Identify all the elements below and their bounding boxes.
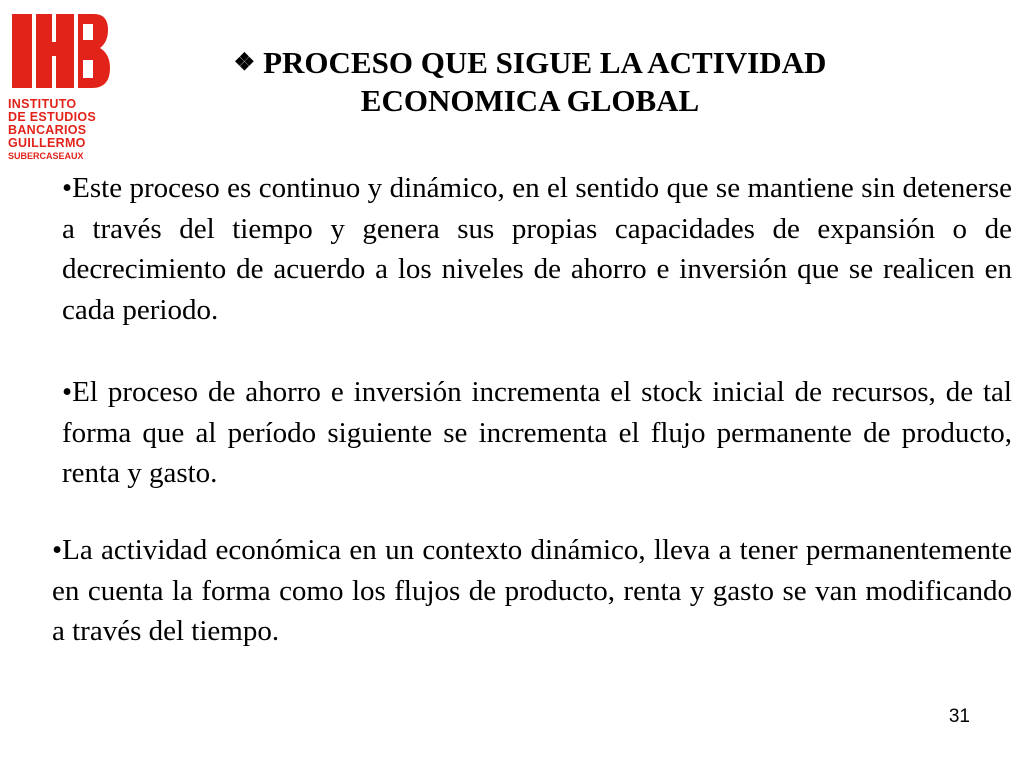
paragraph-3: •La actividad económica en un contexto dinámico, lleva a tener permanentemente en cuenta la forma como los flujos de producto, renta y gasto se van modificando a través del tiempo.: [52, 534, 1012, 647]
logo-line: GUILLERMO: [8, 136, 86, 150]
logo-line: DE ESTUDIOS: [8, 110, 97, 124]
diamond-bullet-icon: ❖: [233, 50, 256, 76]
logo-line: BANCARIOS: [8, 123, 87, 137]
institute-logo: [8, 12, 136, 162]
paragraph-1: •Este proceso es continuo y dinámico, en el sentido que se mantiene sin detenerse a través del tiempo y genera sus propias capacidades de expansión o de decrecimiento de acuerdo a los niveles de ahorro e inversión que se realicen en cada periodo.: [62, 172, 1012, 326]
logo-line: INSTITUTO: [8, 97, 77, 111]
title-line-1: [160, 44, 900, 82]
logo-text: [8, 98, 136, 163]
logo-line: SUBERCASEAUX: [8, 151, 84, 161]
logo-mark-icon: [8, 12, 136, 92]
title-line-2: ECONOMICA GLOBAL: [360, 83, 700, 118]
title-text-1: PROCESO QUE SIGUE LA ACTIVIDAD: [263, 45, 827, 80]
slide-title: [160, 44, 900, 120]
page-number: 31: [948, 706, 970, 727]
paragraph-2: •El proceso de ahorro e inversión incrementa el stock inicial de recursos, de tal forma que al período siguiente se incrementa el flujo permanente de producto, renta y gasto.: [62, 376, 1012, 489]
